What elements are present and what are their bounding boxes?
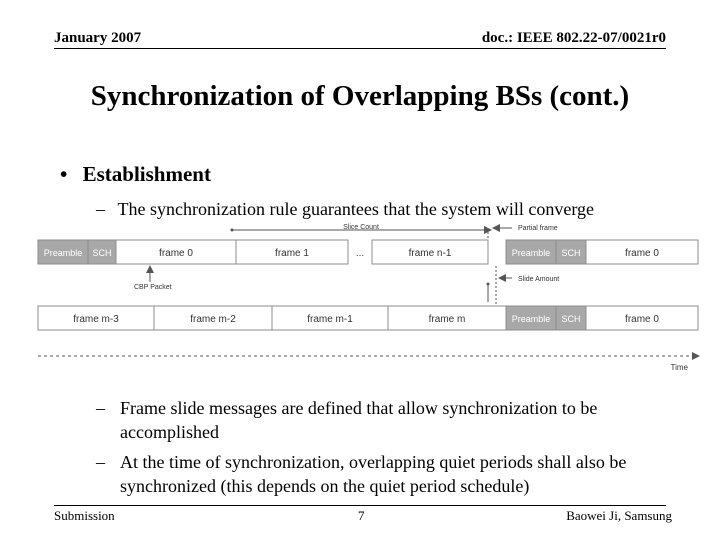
cell-label: frame 0 — [159, 248, 193, 259]
cell-label: SCH — [561, 314, 581, 324]
frame-row-1 — [38, 240, 698, 264]
frame-row-2 — [38, 306, 698, 330]
ellipsis-label: ... — [355, 248, 365, 259]
cell-label: frame m — [428, 314, 466, 325]
cell-label: frame 1 — [275, 248, 309, 259]
cell-label: SCH — [561, 248, 581, 258]
cell-label: Preamble — [43, 248, 83, 258]
header-date: January 2007 — [54, 30, 142, 46]
frame-sync-diagram — [0, 220, 720, 380]
cbp-packet-label: CBP Packet — [134, 284, 172, 291]
sub-bullet-text: The synchronization rule guarantees that the system will converge — [117, 199, 595, 219]
partial-frame-label: Partial frame — [518, 225, 558, 232]
time-label: Time — [670, 363, 688, 372]
slide-title: Synchronization of Overlapping BSs (cont.) — [90, 80, 630, 112]
cell-label: frame 0 — [625, 248, 659, 259]
footer-author: Baowei Ji, Samsung — [566, 508, 672, 523]
sub-bullet-1 — [96, 197, 594, 221]
sub-bullet-2 — [96, 396, 686, 444]
bullet-marker: • — [60, 162, 68, 186]
sub-bullet-text: At the time of synchronization, overlapping quiet periods shall also be synchronized (this depends on the quiet period schedule) — [120, 452, 627, 496]
cell-label: Preamble — [511, 248, 551, 258]
arrow-origin-dot — [231, 229, 234, 232]
cell-label: Preamble — [511, 314, 551, 324]
bullet-establishment — [60, 162, 211, 187]
header-doc-id: doc.: IEEE 802.22-07/0021r0 — [481, 30, 666, 46]
footer-submission: Submission — [54, 508, 115, 523]
bullet-text: Establishment — [82, 162, 211, 186]
sub-bullet-dash: – — [96, 199, 105, 219]
sub-bullet-dash: – — [96, 398, 105, 418]
cell-label: frame n-1 — [408, 248, 452, 259]
cell-label: frame m-3 — [73, 314, 119, 325]
cell-label: frame m-1 — [307, 314, 353, 325]
cell-label: frame m-2 — [190, 314, 236, 325]
header-rule — [54, 48, 666, 49]
cell-label: frame 0 — [625, 314, 659, 325]
sub-bullet-dash: – — [96, 452, 105, 472]
sub-bullet-text: Frame slide messages are defined that allow synchronization to be accomplished — [120, 398, 598, 442]
page-number: 7 — [358, 508, 365, 523]
sub-bullet-3 — [96, 450, 686, 498]
slide-amount-label: Slide Amount — [518, 276, 560, 283]
cell-label: SCH — [92, 248, 112, 258]
slice-count-label: Slice Count — [343, 224, 379, 231]
footer-rule — [54, 505, 666, 506]
